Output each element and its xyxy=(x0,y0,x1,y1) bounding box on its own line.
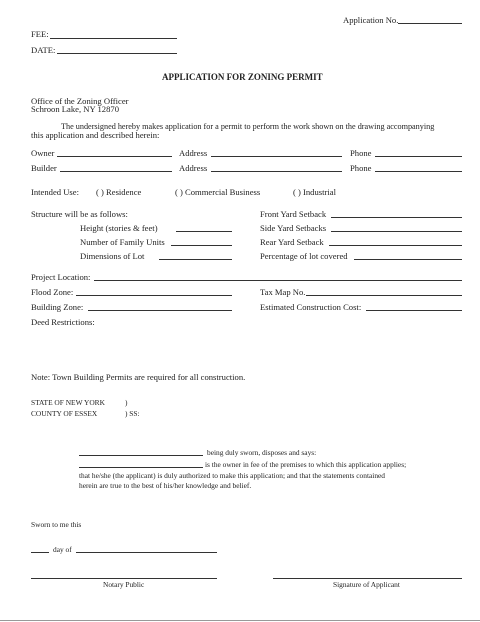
builder-address-field[interactable] xyxy=(211,171,342,172)
office-line2: Schroon Lake, NY 12870 xyxy=(31,104,119,114)
office-line1: Office of the Zoning Officer xyxy=(31,96,129,106)
deponent-name-field[interactable] xyxy=(79,455,203,456)
side-setbacks-field[interactable] xyxy=(331,231,462,232)
dimensions-label: Dimensions of Lot xyxy=(80,251,145,261)
family-units-label: Number of Family Units xyxy=(80,237,165,247)
fee-field[interactable] xyxy=(50,38,177,39)
owner-address-label: Address xyxy=(179,148,208,158)
oath-line3: that he/she (the applicant) is duly authorized to make this application; and that the statements contained xyxy=(79,471,386,480)
day-of-label: day of xyxy=(53,545,72,554)
owner-field[interactable] xyxy=(57,156,172,157)
side-setbacks-label: Side Yard Setbacks xyxy=(260,223,327,233)
applicant-label: Signature of Applicant xyxy=(333,580,400,589)
form-title: APPLICATION FOR ZONING PERMIT xyxy=(162,72,323,82)
builder-label: Builder xyxy=(31,163,57,173)
owner-phone-label: Phone xyxy=(350,148,372,158)
owner-name-field[interactable] xyxy=(79,467,203,468)
intro-line2: this application and described herein: xyxy=(31,130,160,140)
owner-phone-field[interactable] xyxy=(375,156,462,157)
county-label: COUNTY OF ESSEX xyxy=(31,409,98,418)
intro-line1: The undersigned hereby makes application for a permit to perform the work shown on the drawing accompanying xyxy=(61,122,435,131)
deed-restrictions-label: Deed Restrictions: xyxy=(31,317,95,327)
residence-option[interactable]: ( ) Residence xyxy=(96,187,142,197)
rear-setback-field[interactable] xyxy=(329,245,462,246)
state-paren: ) xyxy=(125,398,128,407)
rear-setback-label: Rear Yard Setback xyxy=(260,237,324,247)
tax-map-field[interactable] xyxy=(306,295,462,296)
structure-label: Structure will be as follows: xyxy=(31,209,128,219)
notary-label: Notary Public xyxy=(103,580,145,589)
dimensions-field[interactable] xyxy=(159,259,232,260)
lot-covered-label: Percentage of lot covered xyxy=(260,251,348,261)
building-zone-label: Building Zone: xyxy=(31,302,84,312)
front-setback-field[interactable] xyxy=(331,217,462,218)
family-units-field[interactable] xyxy=(171,245,232,246)
ss-label: ) SS: xyxy=(125,409,140,418)
builder-phone-field[interactable] xyxy=(375,171,462,172)
project-location-field[interactable] xyxy=(94,280,462,281)
construction-cost-field[interactable] xyxy=(366,310,462,311)
oath-line2: is the owner in fee of the premises to which this application applies; xyxy=(205,460,407,469)
oath-line1: being duly sworn, disposes and says: xyxy=(207,448,317,457)
height-label: Height (stories & feet) xyxy=(80,223,158,233)
notary-signature-line[interactable] xyxy=(31,578,217,579)
page-bottom-rule xyxy=(0,620,480,621)
date-label: DATE: xyxy=(31,45,56,55)
tax-map-label: Tax Map No. xyxy=(260,287,306,297)
owner-label: Owner xyxy=(31,148,55,158)
state-label: STATE OF NEW YORK xyxy=(31,398,105,407)
sworn-day-field[interactable] xyxy=(31,552,49,553)
sworn-label: Sworn to me this xyxy=(31,520,82,529)
construction-cost-label: Estimated Construction Cost: xyxy=(260,302,362,312)
applicant-signature-line[interactable] xyxy=(273,578,462,579)
oath-line4: herein are true to the best of his/her knowledge and belief. xyxy=(79,481,252,490)
date-field[interactable] xyxy=(57,53,177,54)
flood-zone-label: Flood Zone: xyxy=(31,287,74,297)
flood-zone-field[interactable] xyxy=(76,295,232,296)
builder-address-label: Address xyxy=(179,163,208,173)
fee-label: FEE: xyxy=(31,29,49,39)
height-field[interactable] xyxy=(176,231,232,232)
sworn-month-field[interactable] xyxy=(76,552,217,553)
commercial-option[interactable]: ( ) Commercial Business xyxy=(175,187,261,197)
intended-use-label: Intended Use: xyxy=(31,187,79,197)
permit-note: Note: Town Building Permits are required for all construction. xyxy=(31,372,246,382)
project-location-label: Project Location: xyxy=(31,272,91,282)
front-setback-label: Front Yard Setback xyxy=(260,209,327,219)
builder-field[interactable] xyxy=(60,171,172,172)
owner-address-field[interactable] xyxy=(211,156,342,157)
application-no-label: Application No. xyxy=(343,15,399,25)
industrial-option[interactable]: ( ) Industrial xyxy=(293,187,336,197)
builder-phone-label: Phone xyxy=(350,163,372,173)
building-zone-field[interactable] xyxy=(88,310,232,311)
lot-covered-field[interactable] xyxy=(354,259,462,260)
application-no-field[interactable] xyxy=(398,23,462,24)
